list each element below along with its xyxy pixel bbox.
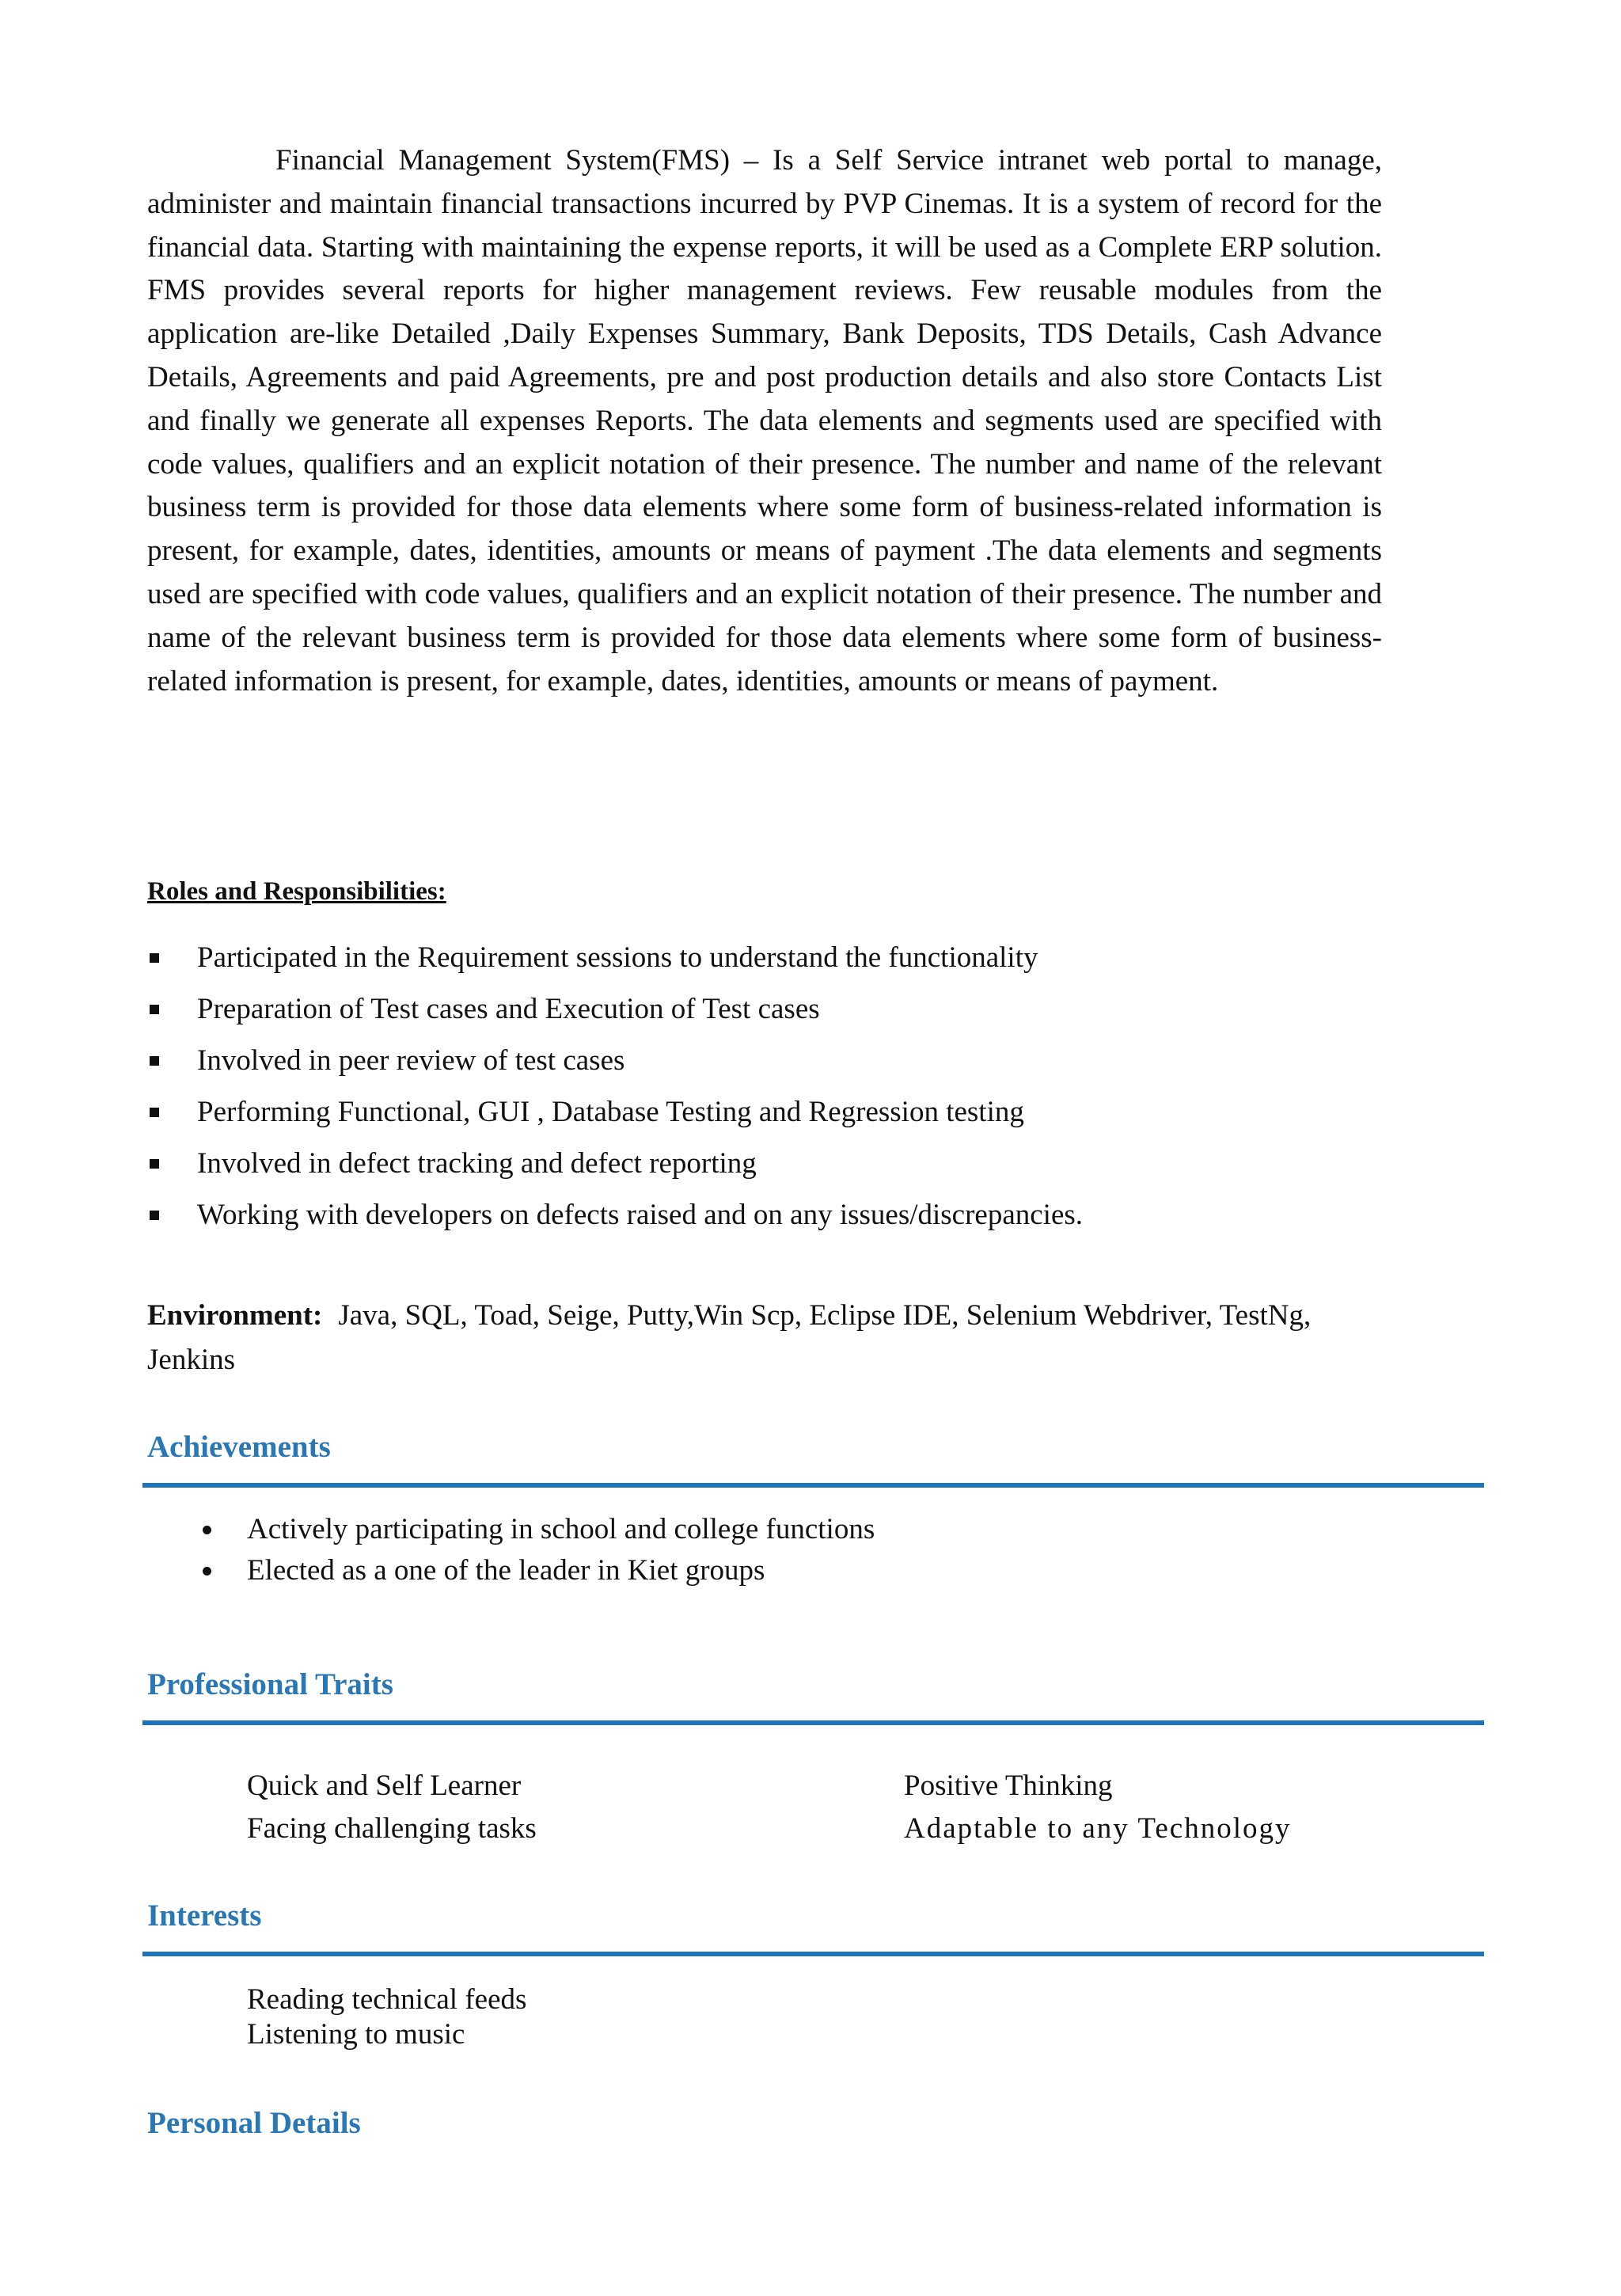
- project-description: [147, 139, 1382, 703]
- section-divider: [142, 1952, 1484, 1956]
- list-item: [147, 1148, 1382, 1180]
- achievements-list: [198, 1514, 875, 1596]
- achievement-text: Elected as a one of the leader in Kiet groups: [247, 1554, 765, 1587]
- role-text: Involved in peer review of test cases: [197, 1044, 625, 1077]
- roles-heading: Roles and Responsibilities:: [147, 877, 446, 906]
- role-text: Participated in the Requirement sessions to understand the functionality: [197, 941, 1038, 974]
- square-bullet-icon: [150, 1159, 159, 1169]
- environment-value: Java, SQL, Toad, Seige, Putty,Win Scp, Eclipse IDE, Selenium Webdriver, TestNg, Jenkins: [147, 1299, 1312, 1376]
- list-item: Adaptable to any Technology: [904, 1812, 1292, 1845]
- list-item: [198, 1514, 875, 1545]
- environment-label: Environment:: [147, 1299, 323, 1332]
- round-bullet-icon: [203, 1526, 211, 1534]
- traits-heading: Professional Traits: [147, 1667, 393, 1701]
- square-bullet-icon: [150, 1108, 159, 1117]
- interests-list: [247, 1982, 526, 2052]
- square-bullet-icon: [150, 953, 159, 963]
- personal-details-heading: Personal Details: [147, 2106, 361, 2140]
- list-item: Listening to music: [247, 2018, 465, 2051]
- list-item: Positive Thinking: [904, 1770, 1113, 1802]
- section-divider: [142, 1483, 1484, 1488]
- list-item: Facing challenging tasks: [247, 1812, 537, 1845]
- square-bullet-icon: [150, 1005, 159, 1014]
- role-text: Performing Functional, GUI , Database Testing and Regression testing: [197, 1096, 1024, 1128]
- list-item: [198, 1555, 875, 1587]
- roles-list: [147, 942, 1382, 1251]
- interests-heading: Interests: [147, 1899, 262, 1933]
- environment-line: [147, 1294, 1382, 1382]
- traits-left-column: [247, 1770, 537, 1856]
- role-text: Involved in defect tracking and defect reporting: [197, 1147, 757, 1180]
- list-item: [147, 1045, 1382, 1077]
- list-item: Quick and Self Learner: [247, 1770, 522, 1802]
- list-item: [147, 1097, 1382, 1128]
- list-item: [147, 994, 1382, 1025]
- project-description-text: Financial Management System(FMS) – Is a Self Service intranet web portal to manage, administer and maintain financial transactions incurred by PVP Cinemas. It is a system of record for the financial data. Starting with maintaining the expense reports, it will be used as a Complete ERP solution. FMS provides several reports for higher management reviews. Few reusable modules from the application are-like Detailed ,Daily Expenses Summary, Bank Deposits, TDS Details, Cash Advance Details, Agreements and paid Agreements, pre and post production details and also store Contacts List and finally we generate all expenses Reports. The data elements and segments used are specified with code values, qualifiers and an explicit notation of their presence. The number and name of the relevant business term is provided for those data elements where some form of business-related information is present, for example, dates, identities, amounts or means of payment .The data elements and segments used are specified with code values, qualifiers and an explicit notation of their presence. The number and name of the relevant business term is provided for those data elements where some form of business-related information is present, for example, dates, identities, amounts or means of payment.: [147, 144, 1382, 698]
- square-bullet-icon: [150, 1056, 159, 1066]
- achievements-heading: Achievements: [147, 1430, 331, 1464]
- role-text: Working with developers on defects raised and on any issues/discrepancies.: [197, 1199, 1084, 1231]
- role-text: Preparation of Test cases and Execution of Test cases: [197, 993, 820, 1025]
- square-bullet-icon: [150, 1211, 159, 1220]
- achievement-text: Actively participating in school and college functions: [247, 1513, 875, 1545]
- list-item: [147, 942, 1382, 974]
- list-item: [147, 1199, 1382, 1231]
- round-bullet-icon: [203, 1567, 211, 1576]
- traits-right-column: [904, 1770, 1291, 1856]
- section-divider: [142, 1720, 1484, 1725]
- list-item: Reading technical feeds: [247, 1983, 527, 2016]
